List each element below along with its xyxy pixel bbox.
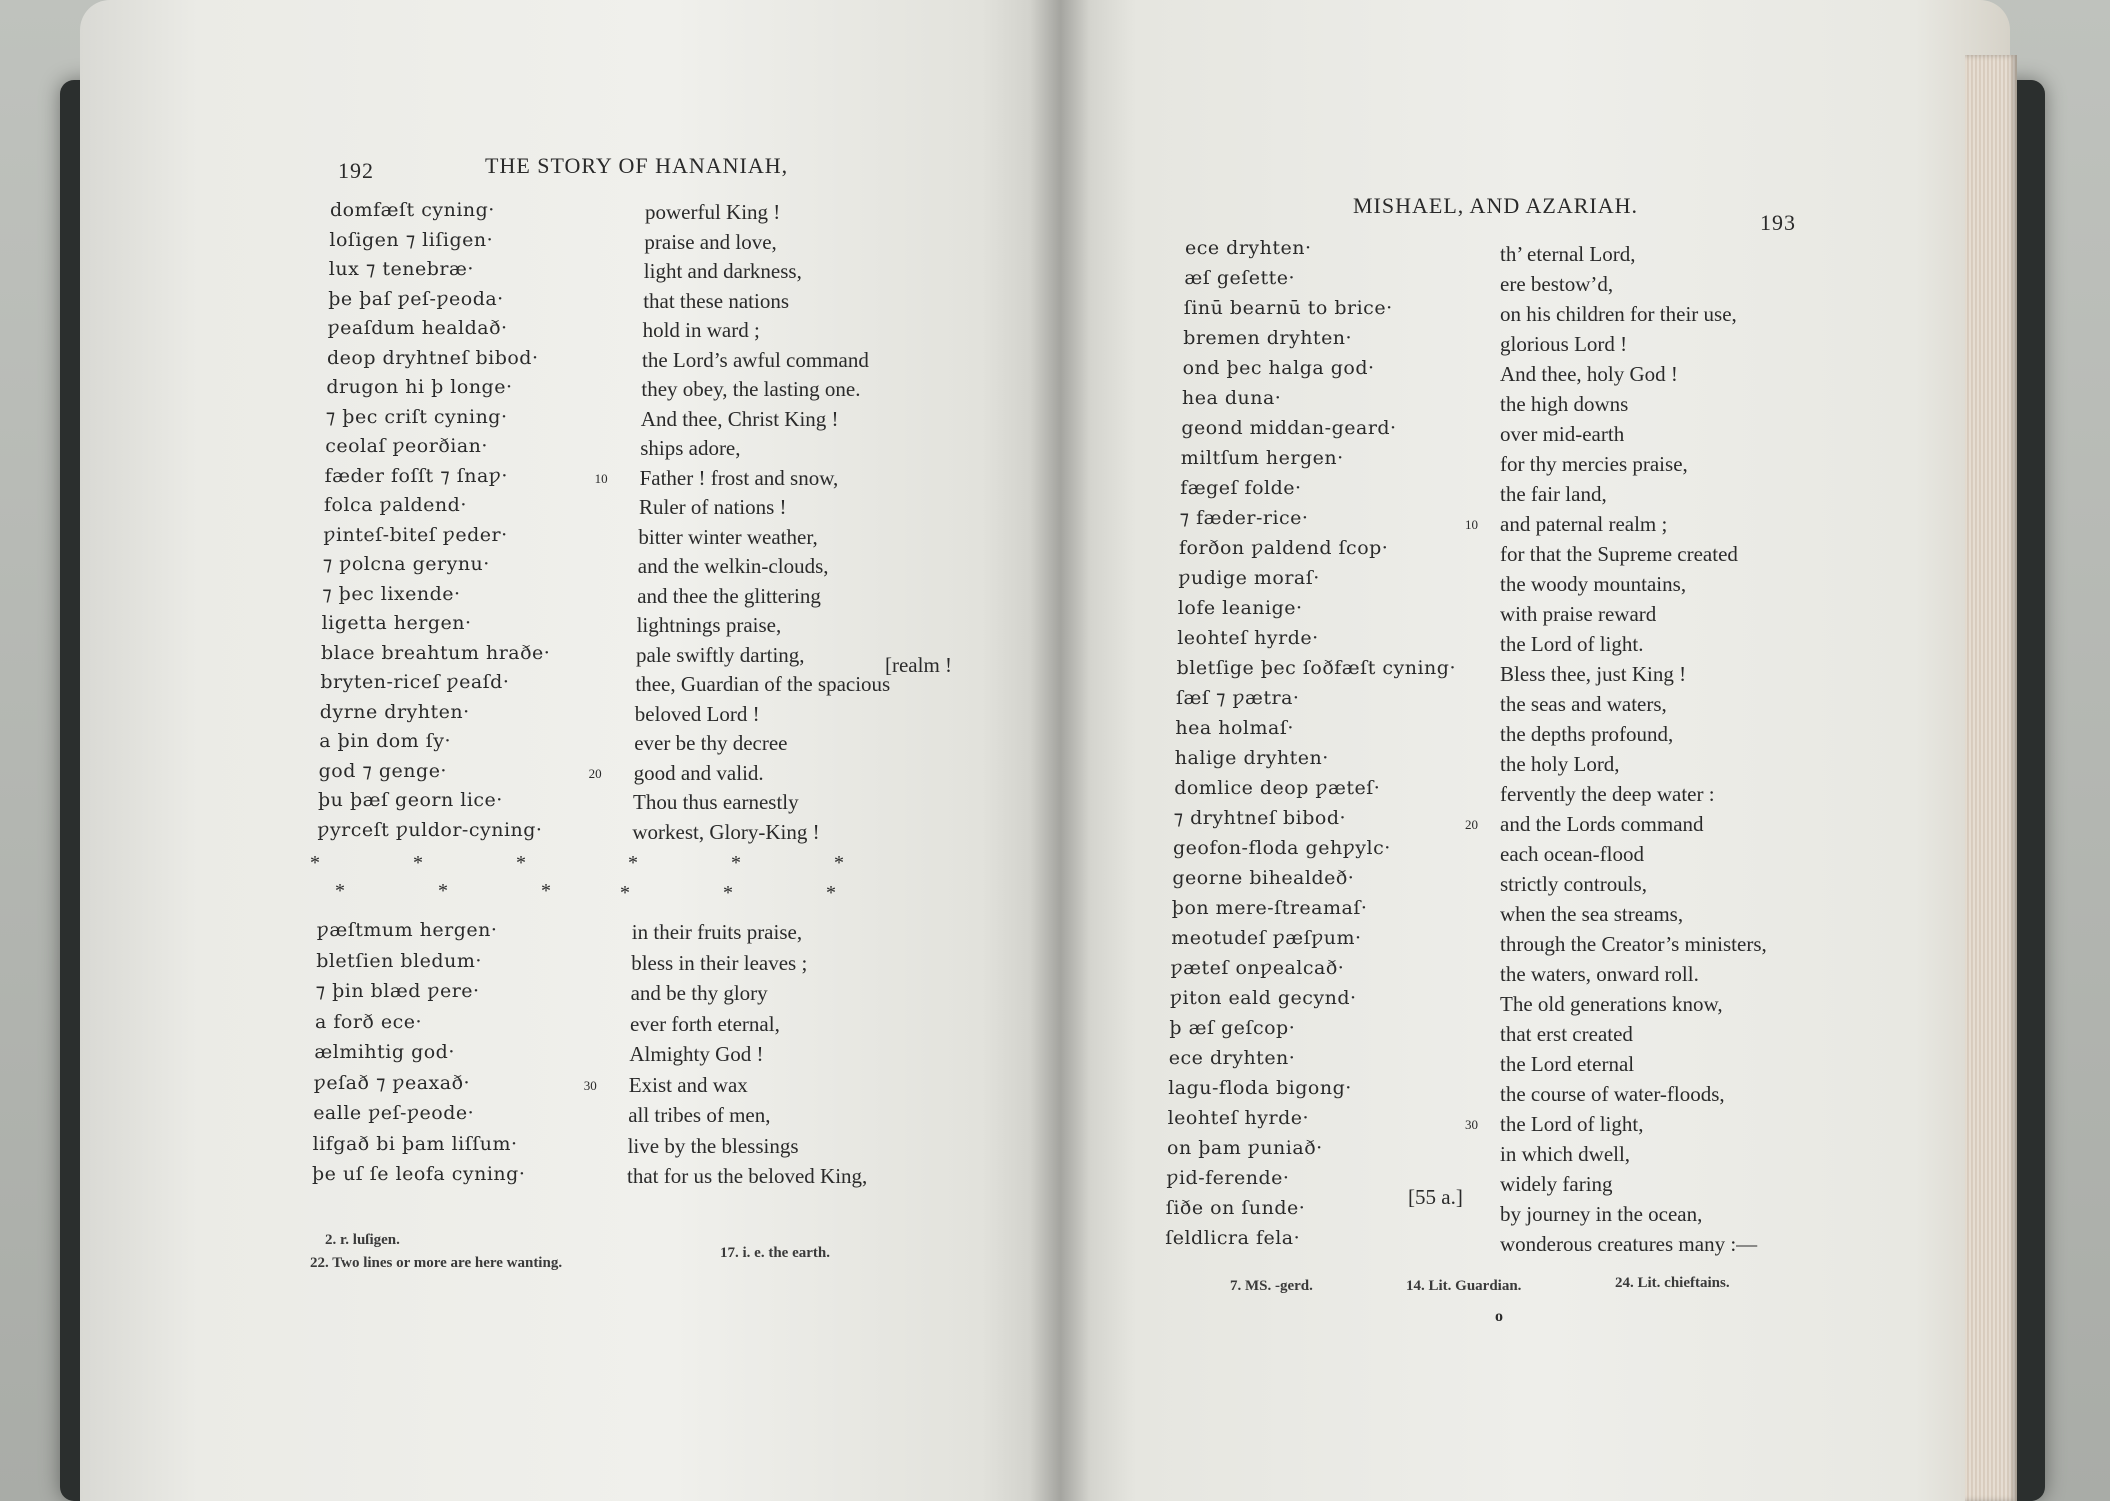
modern-line-right-10: and paternal realm ; — [1500, 512, 1668, 536]
modern-line-right-29: the course of water-floods, — [1500, 1082, 1725, 1106]
modern-line-left-27: Almighty God ! — [629, 1042, 764, 1066]
modern-line-right-20: and the Lords command — [1500, 812, 1704, 836]
modern-line-left-28: Exist and wax — [628, 1072, 748, 1097]
folio-mark: [55 a.] — [1408, 1185, 1463, 1209]
oe-line-right-9: fægeſ folde· — [1180, 477, 1302, 499]
right-page — [1060, 0, 2010, 1501]
oe-line-left-31: þe uſ ſe leofa cyning· — [312, 1163, 526, 1185]
oe-line-right-4: bremen dryhten· — [1183, 327, 1353, 349]
footnote-right-1: 7. MS. -gerd. — [1230, 1278, 1313, 1294]
oe-line-left-14: ⁊ þec lixende· — [322, 582, 461, 605]
oe-line-right-14: leohteſ hyrde· — [1177, 627, 1319, 649]
footnote-right-3: 24. Lit. chieftains. — [1615, 1275, 1730, 1291]
oe-line-right-17: hea holmaſ· — [1175, 717, 1294, 739]
modern-line-right-22: strictly controuls, — [1500, 872, 1647, 896]
oe-line-left-7: drugon hi þ longe· — [326, 376, 513, 398]
modern-line-left-20: good and valid. — [633, 760, 764, 785]
oe-line-left-20: god ⁊ genge· — [318, 759, 447, 782]
modern-line-left-30: live by the blessings — [627, 1133, 799, 1158]
oe-line-left-5: ƿeaſdum healdað· — [327, 317, 508, 339]
oe-line-right-13: lofe leanige· — [1177, 597, 1303, 619]
oe-line-right-21: geofon-floda gehƿylc· — [1173, 837, 1391, 859]
footnote-left-3: 17. i. e. the earth. — [720, 1245, 830, 1261]
oe-line-left-16: blace breahtum hraðe· — [321, 641, 551, 664]
oe-line-right-10: ⁊ fæder-rice· — [1179, 507, 1309, 529]
modern-line-right-11: for that the Supreme created — [1500, 542, 1738, 566]
oe-line-right-5: ond þec halga god· — [1182, 357, 1375, 379]
oe-line-left-9: ceolaſ ƿeorðian· — [325, 435, 488, 457]
oe-line-right-22: georne bihealdeð· — [1172, 867, 1355, 889]
realm-note: [realm ! — [885, 653, 953, 677]
line-number-right: 10 — [1465, 517, 1478, 532]
modern-line-left-11: Ruler of nations ! — [639, 495, 787, 519]
modern-line-right-17: the depths profound, — [1500, 722, 1674, 746]
oe-line-left-4: þe þaſ ƿeſ-ƿeoda· — [328, 287, 504, 310]
modern-line-right-13: with praise reward — [1500, 602, 1657, 626]
line-number-left: 20 — [588, 765, 602, 781]
modern-line-left-3: light and darkness, — [643, 259, 802, 283]
running-header-left: THE STORY OF HANANIAH, — [485, 153, 789, 178]
oe-line-right-33: ſiðe on ſunde· — [1165, 1197, 1306, 1219]
oe-line-left-24: bletſien bledum· — [316, 949, 482, 972]
modern-line-right-23: when the sea streams, — [1500, 902, 1684, 926]
modern-line-left-17: thee, Guardian of the spacious — [635, 672, 891, 696]
ellipsis-stars: * * * — [310, 852, 570, 874]
modern-line-right-9: the fair land, — [1500, 482, 1607, 506]
modern-line-left-29: all tribes of men, — [628, 1103, 771, 1127]
modern-line-left-4: that these nations — [643, 288, 789, 313]
modern-line-right-30: the Lord of light, — [1500, 1112, 1644, 1136]
oe-line-right-7: geond middan-geard· — [1181, 417, 1397, 439]
oe-line-left-11: folca ƿaldend· — [324, 494, 467, 516]
oe-line-left-21: þu þæſ georn lice· — [318, 789, 503, 811]
modern-line-right-34: wonderous creatures many :— — [1500, 1232, 1758, 1256]
oe-line-right-34: ſeldlicra fela· — [1165, 1227, 1301, 1249]
oe-line-right-2: æſ geſette· — [1184, 267, 1296, 289]
modern-line-right-3: on his children for their use, — [1500, 302, 1737, 326]
modern-line-left-13: and the welkin-clouds, — [637, 554, 829, 578]
modern-line-right-21: each ocean-flood — [1500, 842, 1644, 866]
oe-line-left-3: lux ⁊ tenebræ· — [328, 258, 474, 280]
modern-line-left-25: and be thy glory — [630, 981, 768, 1005]
oe-line-right-6: hea duna· — [1182, 387, 1282, 409]
oe-line-right-19: domlice deop ƿæteſ· — [1174, 777, 1381, 799]
oe-line-right-20: ⁊ dryhtneſ bibod· — [1173, 807, 1347, 829]
modern-line-right-12: the woody mountains, — [1500, 572, 1687, 596]
modern-line-left-18: beloved Lord ! — [634, 701, 760, 726]
oe-line-right-1: ece dryhten· — [1185, 237, 1312, 259]
oe-line-right-29: lagu-floda bigong· — [1168, 1077, 1352, 1099]
oe-line-right-25: ƿæteſ onƿealcað· — [1170, 957, 1345, 979]
modern-line-right-2: ere bestow’d, — [1500, 272, 1614, 296]
modern-line-left-23: in their fruits praise, — [631, 920, 803, 944]
line-number-right: 20 — [1465, 817, 1478, 832]
ellipsis-stars: * * * — [620, 882, 880, 904]
modern-line-left-22: workest, Glory-King ! — [632, 819, 820, 844]
left-page — [80, 0, 1060, 1501]
oe-line-left-30: lifgað bi þam liſſum· — [312, 1132, 518, 1155]
oe-line-left-18: dyrne dryhten· — [319, 700, 470, 723]
modern-line-right-4: glorious Lord ! — [1500, 332, 1628, 356]
modern-line-left-2: praise and love, — [644, 229, 777, 254]
oe-line-left-22: ƿyrceſt ƿuldor-cyning· — [317, 818, 543, 841]
oe-line-left-29: ealle ƿeſ-ƿeode· — [313, 1102, 475, 1124]
line-number-right: 30 — [1465, 1117, 1478, 1132]
book-gutter — [1030, 0, 1090, 1501]
oe-line-right-15: bletſige þec ſoðfæſt cyning· — [1176, 657, 1456, 679]
oe-line-left-15: ligetta hergen· — [321, 612, 472, 634]
oe-line-left-27: ælmihtig god· — [314, 1041, 455, 1063]
oe-line-left-10: fæder foſſt ⁊ ſnaƿ· — [324, 464, 508, 487]
oe-line-left-19: a þin dom ſy· — [319, 730, 452, 752]
modern-line-left-14: and thee the glittering — [637, 583, 821, 608]
oe-line-right-26: ƿiton eald gecynd· — [1170, 987, 1357, 1009]
modern-line-right-16: the seas and waters, — [1500, 692, 1667, 716]
modern-line-right-18: the holy Lord, — [1500, 752, 1620, 776]
modern-line-left-15: lightnings praise, — [636, 613, 782, 637]
modern-line-left-7: they obey, the lasting one. — [641, 377, 861, 401]
modern-line-right-6: the high downs — [1500, 392, 1629, 416]
oe-line-right-28: ece dryhten· — [1168, 1047, 1296, 1069]
oe-line-left-25: ⁊ þin blæd ƿere· — [315, 980, 480, 1002]
modern-line-left-19: ever be thy decree — [634, 731, 788, 755]
line-number-left: 10 — [594, 470, 608, 486]
oe-line-right-30: leohteſ hyrde· — [1167, 1107, 1310, 1129]
oe-line-right-3: ſinū bearnū to brice· — [1183, 297, 1393, 319]
oe-line-left-6: deop dryhtneſ bibod· — [327, 346, 539, 369]
modern-line-left-5: hold in ward ; — [642, 318, 760, 342]
ellipsis-stars: * * * — [335, 880, 595, 902]
modern-line-left-10: Father ! frost and snow, — [639, 465, 839, 490]
oe-line-left-17: bryten-riceſ ƿeaſd· — [320, 671, 510, 693]
oe-line-left-2: loſigen ⁊ liſigen· — [329, 228, 494, 251]
modern-line-left-9: ships adore, — [640, 436, 741, 460]
modern-line-right-15: Bless thee, just King ! — [1500, 662, 1687, 686]
modern-line-right-8: for thy mercies praise, — [1500, 452, 1688, 476]
oe-line-right-27: þ æſ geſcop· — [1169, 1017, 1296, 1039]
modern-line-left-26: ever forth eternal, — [630, 1011, 780, 1036]
oe-line-right-18: halige dryhten· — [1174, 747, 1329, 769]
oe-line-right-12: ƿudige moraſ· — [1178, 567, 1320, 589]
footnote-left-1: 2. r. luſigen. — [325, 1232, 400, 1248]
modern-line-left-16: pale swiftly darting, — [636, 642, 805, 667]
page-number-right: 193 — [1760, 210, 1796, 235]
oe-line-left-8: ⁊ þec criſt cyning· — [325, 405, 508, 428]
oe-line-right-16: ſæſ ⁊ ƿætra· — [1176, 687, 1300, 709]
modern-line-left-24: bless in their leaves ; — [631, 950, 808, 975]
page-edges — [1965, 55, 2017, 1501]
modern-line-right-28: the Lord eternal — [1500, 1052, 1635, 1076]
oe-line-left-23: ƿæſtmum hergen· — [316, 919, 498, 941]
oe-line-right-32: ƿid-ferende· — [1166, 1167, 1290, 1189]
ellipsis-stars: * * * — [628, 852, 888, 874]
modern-line-right-25: the waters, onward roll. — [1500, 962, 1699, 986]
modern-line-left-8: And thee, Christ King ! — [640, 406, 839, 431]
modern-line-right-19: fervently the deep water : — [1500, 782, 1715, 806]
oe-line-left-1: domfæſt cyning· — [330, 199, 495, 221]
modern-line-right-7: over mid-earth — [1500, 422, 1625, 446]
modern-line-right-33: by journey in the ocean, — [1500, 1202, 1703, 1226]
modern-line-left-21: Thou thus earnestly — [633, 790, 799, 814]
modern-line-left-12: bitter winter weather, — [638, 524, 818, 549]
oe-line-right-8: miltſum hergen· — [1180, 447, 1344, 469]
line-number-left: 30 — [583, 1077, 597, 1093]
oe-line-left-12: ƿinteſ-biteſ ƿeder· — [323, 523, 508, 546]
modern-line-right-32: widely faring — [1500, 1172, 1613, 1196]
modern-line-right-1: th’ eternal Lord, — [1500, 242, 1636, 266]
running-header-right: MISHAEL, AND AZARIAH. — [1353, 193, 1638, 218]
oe-line-right-11: forðon ƿaldend ſcop· — [1179, 537, 1389, 559]
signature-mark: o — [1495, 1308, 1503, 1325]
footnote-right-2: 14. Lit. Guardian. — [1406, 1278, 1522, 1294]
modern-line-right-26: The old generations know, — [1500, 992, 1723, 1016]
oe-line-right-24: meotudeſ ƿæſƿum· — [1171, 927, 1362, 949]
footnote-left-2: 22. Two lines or more are here wanting. — [310, 1255, 563, 1271]
modern-line-left-31: that for us the beloved King, — [627, 1164, 868, 1188]
oe-line-right-23: þon mere-ſtreamaſ· — [1171, 897, 1368, 919]
oe-line-right-31: on þam ƿuniað· — [1167, 1137, 1323, 1159]
modern-line-right-24: through the Creator’s ministers, — [1500, 932, 1767, 956]
modern-line-left-1: powerful King ! — [645, 200, 781, 224]
modern-line-right-27: that erst created — [1500, 1022, 1633, 1046]
oe-line-left-28: ƿeſað ⁊ ƿeaxað· — [313, 1071, 471, 1094]
oe-line-left-26: a forð ece· — [315, 1010, 423, 1033]
modern-line-right-14: the Lord of light. — [1500, 632, 1644, 656]
modern-line-left-6: the Lord’s awful command — [642, 347, 869, 372]
page-number-left: 192 — [338, 158, 374, 183]
oe-line-left-13: ⁊ ƿolcna gerynu· — [322, 553, 490, 575]
modern-line-right-31: in which dwell, — [1500, 1142, 1631, 1166]
modern-line-right-5: And thee, holy God ! — [1500, 362, 1678, 386]
